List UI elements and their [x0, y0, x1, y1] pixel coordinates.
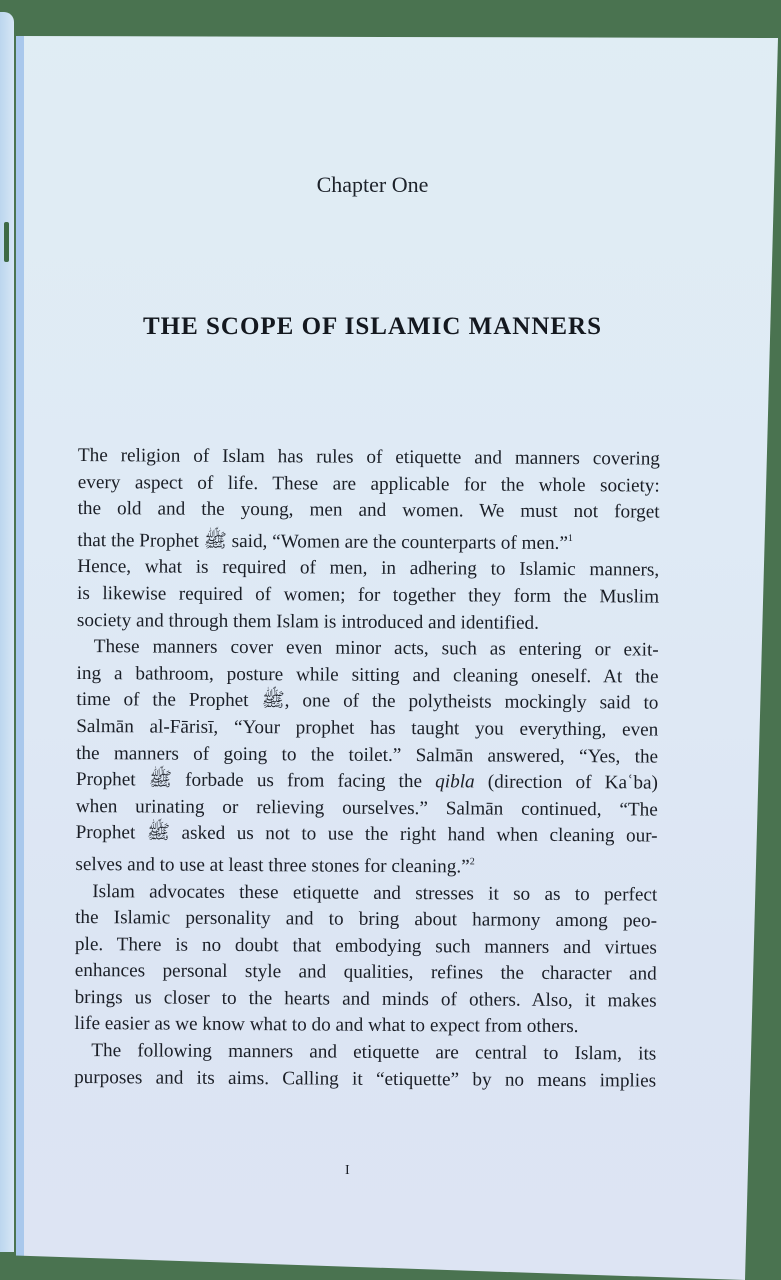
text-line: Salmān al-Fārisī, “Your prophet has taught you everything, even [76, 715, 659, 741]
text-line: These manners cover even minor acts, such as entering or exit- [93, 636, 659, 661]
text-line: purposes and its aims. Calling it “etiquette” by no means implies [74, 1066, 657, 1092]
text-line-tail: (direction of Kaʿba) [474, 771, 658, 794]
text-line: Prophet ﷺ asked us not to use the right hand when cleaning our- [75, 822, 658, 847]
chapter-label: Chapter One [316, 172, 429, 197]
text-line [77, 523, 659, 558]
text-line: Islam advocates these etiquette and stresses it so as to perfect [92, 880, 658, 906]
text-line: the manners of going to the toilet.” Salmān answered, “Yes, the [76, 742, 659, 768]
text-line: The religion of Islam has rules of etiquette and manners covering [77, 444, 660, 470]
text-line: time of the Prophet ﷺ, one of the polytheists mockingly said to [76, 689, 659, 714]
text-line: enhances personal style and qualities, refines the character and [74, 960, 657, 985]
page-notch [4, 222, 9, 262]
text-line: every aspect of life. These are applicable for the whole society: [77, 471, 660, 497]
text-line: is likewise required of women; for together they form the Muslim [77, 582, 660, 608]
previous-page-edge [0, 12, 14, 1252]
text-line-content: that the Prophet ﷺ said, “Women are the counterparts of men.” [77, 529, 568, 554]
text-line-content: selves and to use at least three stones for cleaning.” [75, 853, 470, 878]
footnote-ref-2: 2 [469, 856, 475, 868]
text-line: The following manners and etiquette are central to Islam, its [91, 1040, 657, 1065]
page-number: I [345, 1163, 350, 1178]
text-line [76, 767, 658, 797]
text-line: brings us closer to the hearts and minds of others. Also, it makes [74, 986, 657, 1012]
text-line: Hence, what is required of men, in adhering to Islamic manners, [77, 556, 660, 581]
text-line [75, 847, 657, 882]
text-line: society and through them Islam is introduced and identified. [76, 609, 539, 634]
text-line: ing a bathroom, posture while sitting and cleaning oneself. At the [76, 662, 659, 688]
text-line-content: Prophet ﷺ forbade us from facing the [75, 769, 423, 793]
chapter-title: THE SCOPE OF ISLAMIC MANNERS [142, 313, 603, 340]
body-text [74, 443, 660, 1095]
italic-term: qibla [435, 771, 475, 793]
text-line: the old and the young, men and women. We must not forget [77, 498, 660, 523]
text-line: ple. There is no doubt that embodying such manners and virtues [74, 933, 657, 959]
footnote-ref-1: 1 [567, 532, 573, 544]
text-line: the Islamic personality and to bring about harmony among peo- [75, 907, 658, 932]
text-line: when urinating or relieving ourselves.” Salmān continued, “The [75, 795, 658, 821]
text-line: life easier as we know what to do and what to expect from others. [74, 1013, 579, 1038]
